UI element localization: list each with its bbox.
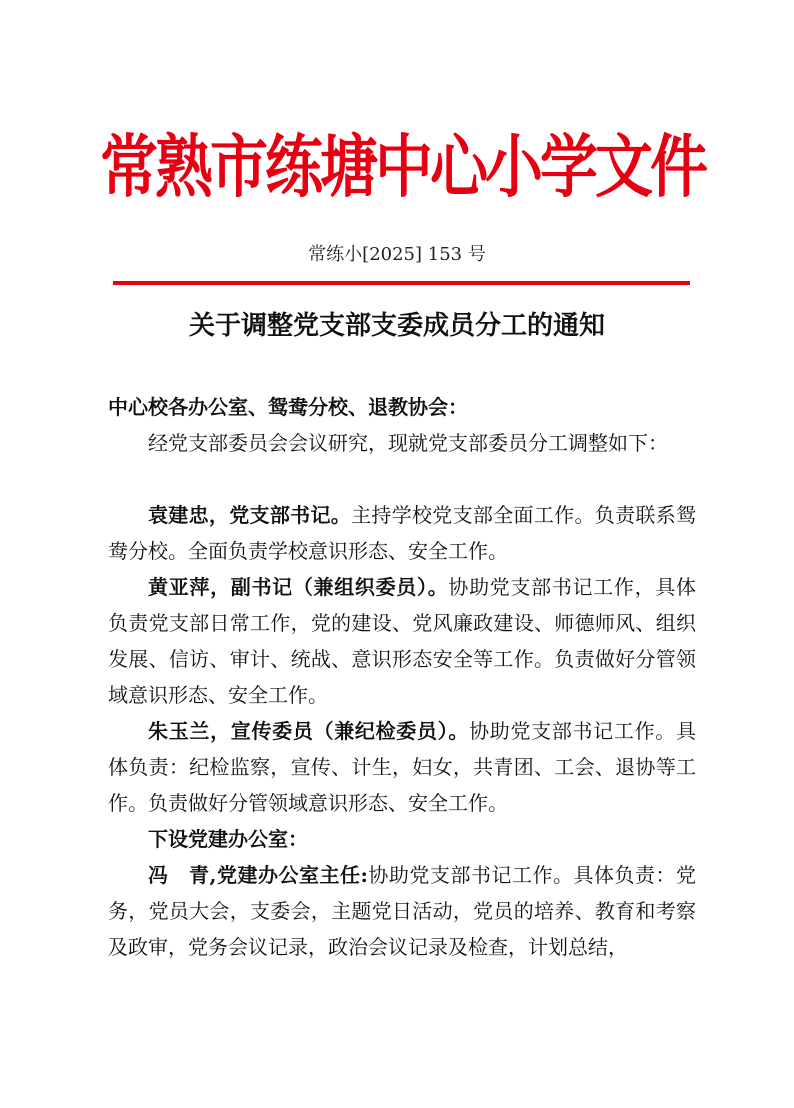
addressee-line: 中心校各办公室、鸳鸯分校、退教协会： bbox=[108, 395, 468, 419]
member-duties: 协助党支部书记工作。具体负责：纪检监察，宣传、计生，妇女，共青团、工会、退协等工作。负责做好分管领域意识形态、安全工作。 bbox=[108, 719, 697, 815]
document-body bbox=[108, 389, 696, 965]
intro-paragraph: 经党支部委员会会议研究，现就党支部委员分工调整如下： bbox=[148, 431, 668, 455]
member-lead: 朱玉兰，宣传委员（兼纪检委员）。 bbox=[148, 719, 470, 743]
member-lead: 黄亚萍，副书记（兼组织委员）。 bbox=[148, 575, 449, 599]
member-duties: 主持学校党支部全面工作。负责联系鸳鸯分校。全面负责学校意识形态、安全工作。 bbox=[108, 503, 697, 563]
member-paragraph-secretary bbox=[108, 497, 696, 569]
red-divider-line bbox=[113, 281, 690, 285]
office-head-duties: 协助党支部书记工作。具体负责：党务，党员大会，支委会，主题党日活动，党员的培养、教育和考察及政审，党务会议记录，政治会议记录及检查，计划总结， bbox=[108, 863, 697, 959]
office-head-paragraph bbox=[108, 857, 696, 965]
notice-title: 关于调整党支部支委成员分工的通知 bbox=[188, 311, 605, 341]
office-head-name-first: 冯 bbox=[148, 863, 169, 887]
member-duties: 协助党支部书记工作，具体负责党支部日常工作，党的建设、党风廉政建设、师德师风、组织发展、信访、审计、统战、意识形态安全等工作。负责做好分管领域意识形态、安全工作。 bbox=[108, 575, 697, 707]
section-heading: 下设党建办公室： bbox=[148, 827, 308, 851]
member-lead: 袁建忠，党支部书记。 bbox=[148, 503, 352, 527]
member-paragraph-publicity bbox=[108, 713, 696, 821]
document-number: 常练小[2025] 153 号 bbox=[308, 244, 486, 265]
member-paragraph-deputy bbox=[108, 569, 696, 713]
office-head-name-last: 青 bbox=[188, 863, 210, 887]
office-head-role: ,党建办公室主任: bbox=[209, 863, 368, 887]
document-masthead: 常熟市练塘中心小学文件 bbox=[100, 126, 706, 208]
